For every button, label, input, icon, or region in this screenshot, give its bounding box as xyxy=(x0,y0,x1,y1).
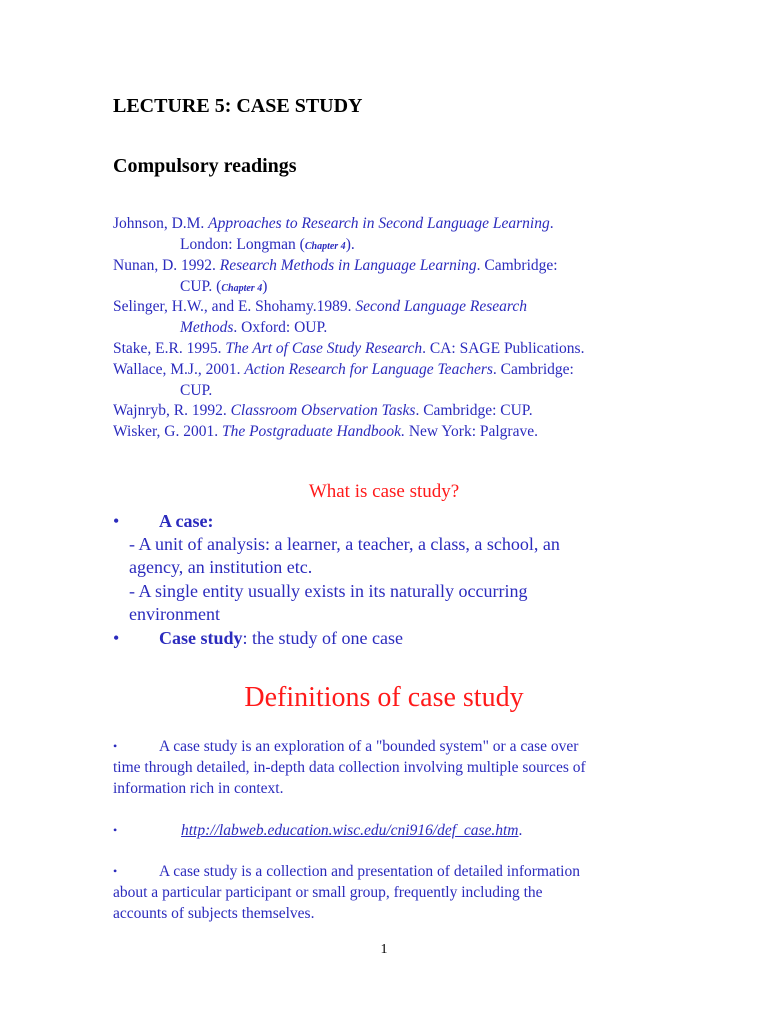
source-link[interactable]: http://labweb.education.wisc.edu/cni916/def_case.htm xyxy=(181,822,519,839)
reference-stake: Stake, E.R. 1995. The Art of Case Study Research. CA: SAGE Publications. xyxy=(113,340,585,357)
reference-selinger: Selinger, H.W., and E. Shohamy.1989. Second Language Research xyxy=(113,298,527,315)
bullet: • xyxy=(113,823,118,837)
definition-1-line-3: information rich in context. xyxy=(113,780,284,797)
reference-wajnryb: Wajnryb, R. 1992. Classroom Observation Tasks. Cambridge: CUP. xyxy=(113,402,533,419)
reference-wallace-cont: CUP. xyxy=(180,382,213,399)
case-label: A case: xyxy=(159,511,214,531)
section-heading-definitions: Definitions of case study xyxy=(244,682,524,713)
page-title: LECTURE 5: CASE STUDY xyxy=(113,95,363,117)
definition-2-line-1: A case study is a collection and presentation of detailed information xyxy=(159,863,580,880)
case-line-2: agency, an institution etc. xyxy=(129,557,313,577)
bullet: • xyxy=(113,864,118,878)
bullet: • xyxy=(113,511,120,531)
reference-wallace: Wallace, M.J., 2001. Action Research for Language Teachers. Cambridge: xyxy=(113,361,574,378)
case-line-4: environment xyxy=(129,604,220,624)
definition-1-line-1: A case study is an exploration of a "bounded system" or a case over xyxy=(159,738,579,755)
reference-wisker: Wisker, G. 2001. The Postgraduate Handbook. New York: Palgrave. xyxy=(113,423,538,440)
section-heading-readings: Compulsory readings xyxy=(113,155,297,177)
case-line-1: - A unit of analysis: a learner, a teacher, a class, a school, an xyxy=(129,534,560,554)
reference-johnson-cont: London: Longman (Chapter 4). xyxy=(180,236,355,253)
case-line-3: - A single entity usually exists in its naturally occurring xyxy=(129,581,528,601)
reference-nunan: Nunan, D. 1992. Research Methods in Language Learning. Cambridge: xyxy=(113,257,558,274)
section-heading-what-is: What is case study? xyxy=(308,481,460,502)
page-number: 1 xyxy=(380,942,388,957)
definition-2-line-3: accounts of subjects themselves. xyxy=(113,905,315,922)
definition-1-line-2: time through detailed, in-depth data collection involving multiple sources of xyxy=(113,759,586,776)
reference-nunan-cont: CUP. (Chapter 4) xyxy=(180,278,268,295)
definition-2-line-2: about a particular participant or small group, frequently including the xyxy=(113,884,543,901)
case-study-definition: Case study: the study of one case xyxy=(159,628,403,648)
bullet: • xyxy=(113,739,118,753)
reference-johnson: Johnson, D.M. Approaches to Research in Second Language Learning. xyxy=(113,215,554,232)
bullet: • xyxy=(113,628,120,648)
source-link-row: http://labweb.education.wisc.edu/cni916/def_case.htm. xyxy=(159,820,522,841)
reference-selinger-cont: Methods. Oxford: OUP. xyxy=(180,319,328,336)
